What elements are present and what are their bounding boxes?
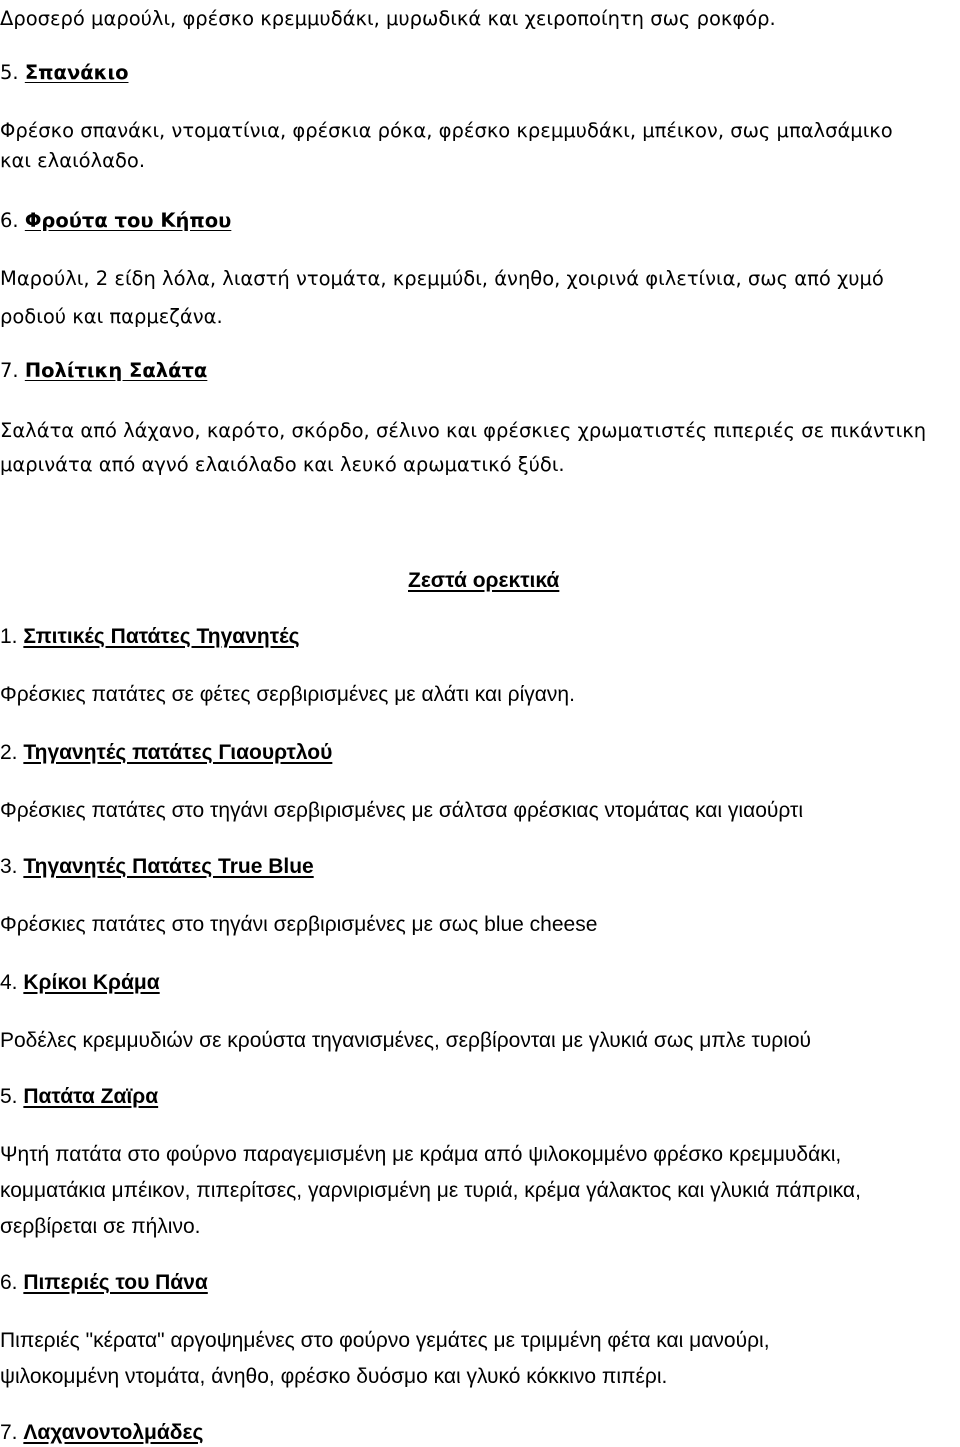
hot-item-2-description: Φρέσκιες πατάτες στο τηγάνι σερβιρισμένες με σάλτσα φρέσκιας ντομάτας και γιαούρτι <box>0 799 803 822</box>
item-title: Πολίτικη Σαλάτα <box>24 359 208 382</box>
item-title: Τηγανητές Πατάτες True Blue <box>23 855 314 878</box>
cold-item-5-description-line-2: και ελαιόλαδο. <box>0 149 146 172</box>
hot-item-6-description-line-2: ψιλοκομμένη ντομάτα, άνηθο, φρέσκο δυόσμο και γλυκό κόκκινο πιπέρι. <box>0 1365 668 1388</box>
cold-item-7-description-line-1: Σαλάτα από λάχανο, καρότο, σκόρδο, σέλινο και φρέσκιες χρωματιστές πιπεριές σε πικάντικη <box>0 419 927 442</box>
cold-item-7-description-line-2: μαρινάτα από αγνό ελαιόλαδο και λευκό αρωματικό ξύδι. <box>0 453 565 476</box>
hot-item-5-description-line-1: Ψητή πατάτα στο φούρνο παραγεμισμένη με κράμα από ψιλοκομμένο φρέσκο κρεμμυδάκι, <box>0 1143 842 1166</box>
section-heading-hot-appetizers: Ζεστά ορεκτικά <box>408 569 560 592</box>
item-number: 3. <box>0 855 24 878</box>
hot-item-2-heading <box>0 738 332 767</box>
hot-item-4-description: Ροδέλες κρεμμυδιών σε κρούστα τηγανισμένες, σερβίρονται με γλυκιά σως μπλε τυριού <box>0 1029 812 1052</box>
hot-item-3-heading <box>0 852 314 881</box>
item-title: Πιπεριές του Πάνα <box>23 1271 208 1294</box>
item-number: 2. <box>0 741 24 764</box>
hot-item-5-heading <box>0 1082 158 1111</box>
item-number: 6. <box>0 209 25 232</box>
hot-item-7-heading <box>0 1418 203 1447</box>
item-number: 5. <box>0 61 25 84</box>
hot-item-4-heading <box>0 968 160 997</box>
item-number: 7. <box>0 359 25 382</box>
hot-item-1-heading <box>0 622 300 651</box>
hot-item-5-description-line-3: σερβίρεται σε πήλινο. <box>0 1215 201 1238</box>
item-title: Τηγανητές πατάτες Γιαουρτλού <box>23 741 333 764</box>
hot-item-6-heading <box>0 1268 208 1297</box>
cold-item-5-heading <box>0 58 128 87</box>
item-number: 1. <box>0 625 24 648</box>
cold-item-7-heading <box>0 356 207 385</box>
item-number: 7. <box>0 1421 24 1444</box>
item-number: 4. <box>0 971 24 994</box>
item-title: Σπανάκιο <box>24 61 129 84</box>
item-title: Κρίκοι Κράμα <box>23 971 160 994</box>
item-title: Πατάτα Ζαϊρα <box>23 1085 159 1108</box>
hot-item-1-description: Φρέσκιες πατάτες σε φέτες σερβιρισμένες με αλάτι και ρίγανη. <box>0 683 575 706</box>
hot-item-6-description-line-1: Πιπεριές "κέρατα" αργοψημένες στο φούρνο γεμάτες με τριμμένη φέτα και μανούρι, <box>0 1329 770 1352</box>
cold-item-6-description-line-1: Μαρούλι, 2 είδη λόλα, λιαστή ντομάτα, κρεμμύδι, άνηθο, χοιρινά φιλετίνια, σως από χυμό <box>0 267 884 290</box>
item-title: Σπιτικές Πατάτες Τηγανητές <box>23 625 300 648</box>
item-title: Φρούτα του Κήπου <box>24 209 232 232</box>
hot-item-5-description-line-2: κομματάκια μπέικον, πιπερίτσες, γαρνιρισμένη με τυριά, κρέμα γάλακτος και γλυκιά πάπρικα, <box>0 1179 861 1202</box>
hot-item-3-description: Φρέσκιες πατάτες στο τηγάνι σερβιρισμένες με σως blue cheese <box>0 913 598 936</box>
cold-item-6-description-line-2: ροδιού και παρμεζάνα. <box>0 305 223 328</box>
item-title: Λαχανοντολμάδες <box>23 1421 204 1444</box>
cold-item-4-description: Δροσερό μαρούλι, φρέσκο κρεμμυδάκι, μυρωδικά και χειροποίητη σως ροκφόρ. <box>0 7 776 30</box>
cold-item-5-description-line-1: Φρέσκο σπανάκι, ντοματίνια, φρέσκια ρόκα, φρέσκο κρεμμυδάκι, μπέικον, σως μπαλσάμικο <box>0 119 893 142</box>
item-number: 5. <box>0 1085 24 1108</box>
item-number: 6. <box>0 1271 24 1294</box>
cold-item-6-heading <box>0 206 231 235</box>
